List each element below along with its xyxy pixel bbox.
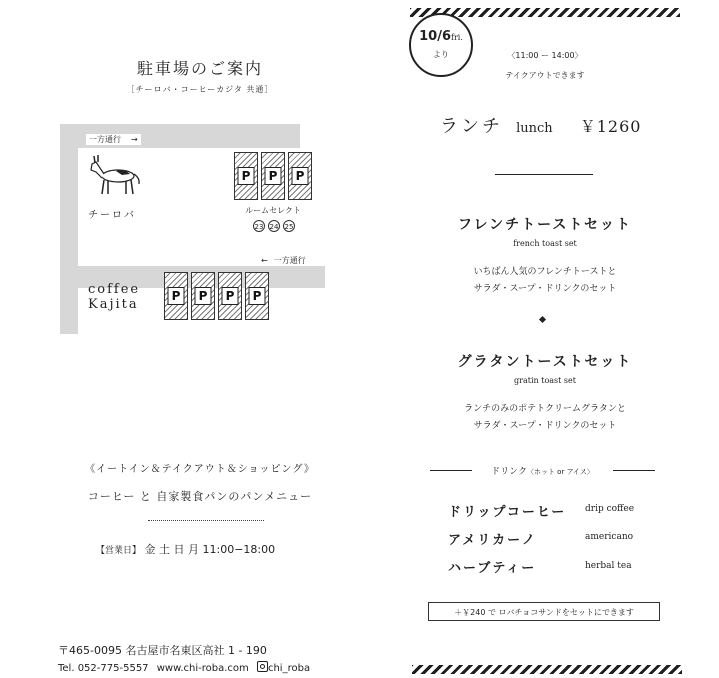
divider-line [613, 470, 655, 471]
space-number: 25 [283, 220, 295, 232]
drink-header: ドリンク〈ホット or アイス〉 [491, 467, 594, 477]
parking-title: 駐車場のご案内 [136, 59, 263, 78]
donkey-icon [86, 154, 146, 196]
set-name: グラタントーストセット [457, 354, 633, 370]
website-link[interactable]: www.chi-roba.com [156, 663, 249, 674]
set-name-en: french toast set [513, 239, 577, 248]
services-line: 《イートイン＆テイクアウト＆ショッピング》 [85, 464, 315, 475]
drink-name: ドリップコーヒー [448, 505, 567, 520]
lunch-heading: ランチ lunch ￥1260 [440, 116, 642, 137]
drink-name-en: americano [585, 532, 634, 542]
drink-name: アメリカーノ [448, 533, 537, 548]
arrow-left-icon: ← [261, 256, 268, 265]
room-select-label: ルームセレクト [245, 206, 301, 215]
chiroba-label: チーロバ [88, 210, 136, 221]
dotted-divider [148, 520, 264, 521]
drink-name-en: herbal tea [585, 561, 632, 571]
parking-map [60, 124, 340, 339]
instagram-icon [257, 661, 268, 672]
set-name-en: gratin toast set [514, 376, 576, 385]
one-way-label-middle: ← 一方通行 [258, 255, 309, 266]
road-vertical [60, 124, 78, 334]
parking-space: P [164, 272, 188, 320]
set-description: サラダ・スープ・ドリンクのセット [473, 284, 617, 294]
parking-subtitle: ［チーロバ・コーヒーカジタ 共通］ [126, 85, 274, 94]
parking-space: P [218, 272, 242, 320]
hatched-band-bottom [412, 665, 682, 674]
takeout-note: テイクアウトできます [505, 71, 585, 80]
date-badge: 10/6fri. より [409, 13, 473, 77]
arrow-right-icon: → [131, 135, 138, 144]
space-number: 23 [253, 220, 265, 232]
coffee-kajita-label: coffee Kajita [88, 282, 141, 312]
space-number: 24 [268, 220, 280, 232]
one-way-label-top: 一方通行 → [86, 134, 141, 145]
parking-space: P [288, 152, 312, 200]
divider-line [430, 470, 472, 471]
divider-line [495, 174, 593, 175]
set-name: フレンチトーストセット [458, 217, 632, 233]
lunch-hours: 〈11:00 ー 14:00〉 [507, 51, 583, 60]
parking-space: P [261, 152, 285, 200]
set-description: サラダ・スープ・ドリンクのセット [473, 421, 617, 431]
parking-space: P [191, 272, 215, 320]
menu-line: コーヒー と 自家製食パンのパンメニュー [87, 490, 313, 503]
phone: Tel. 052-775-5557 [58, 663, 149, 674]
parking-space: P [245, 272, 269, 320]
contact-line [58, 661, 310, 674]
set-description: ランチのみのポテトクリームグラタンと [464, 404, 626, 414]
drink-name-en: drip coffee [585, 504, 635, 514]
instagram-handle[interactable]: chi_roba [267, 663, 311, 674]
set-description: いちばん人気のフレンチトーストと [473, 267, 617, 277]
addon-box: ＋￥240 で ロバチョコサンドをセットにできます [428, 602, 660, 621]
address: 〒465-0095 名古屋市名東区高社 1 - 190 [58, 644, 267, 657]
business-hours: 【営業日】 金 土 日 月 11:00−18:00 [96, 543, 276, 556]
diamond-separator-icon [539, 316, 546, 323]
drink-name: ハーブティー [448, 561, 537, 576]
parking-space: P [234, 152, 258, 200]
